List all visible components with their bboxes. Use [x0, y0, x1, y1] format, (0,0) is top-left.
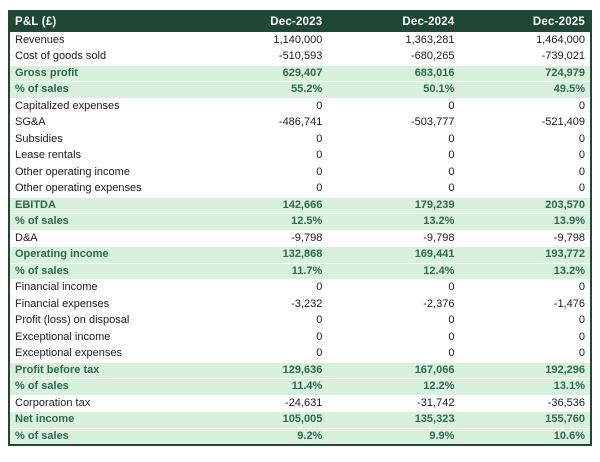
row-label: Exceptional income	[9, 329, 195, 346]
cell-value: -9,798	[195, 230, 327, 247]
row-label: Corporation tax	[9, 395, 195, 412]
table-row	[9, 148, 591, 165]
cell-value: 11.4%	[195, 379, 327, 396]
row-label: % of sales	[9, 263, 195, 280]
table-row	[9, 313, 591, 330]
table-row	[9, 49, 591, 66]
table-row	[9, 65, 591, 82]
cell-value: 12.2%	[327, 379, 459, 396]
cell-value: 0	[459, 329, 591, 346]
cell-value: 132,868	[195, 247, 327, 264]
pnl-table	[8, 10, 592, 446]
cell-value: 155,760	[459, 412, 591, 429]
table-row	[9, 379, 591, 396]
row-label: Financial income	[9, 280, 195, 297]
cell-value: 683,016	[327, 65, 459, 82]
cell-value: -521,409	[459, 115, 591, 132]
table-row	[9, 263, 591, 280]
table-header	[9, 11, 591, 32]
cell-value: 179,239	[327, 197, 459, 214]
table-row	[9, 247, 591, 264]
table-row	[9, 214, 591, 231]
cell-value: 9.9%	[327, 428, 459, 445]
cell-value: 0	[327, 98, 459, 115]
row-label: SG&A	[9, 115, 195, 132]
table-row	[9, 131, 591, 148]
cell-value: -3,232	[195, 296, 327, 313]
cell-value: 724,979	[459, 65, 591, 82]
cell-value: -9,798	[327, 230, 459, 247]
cell-value: 129,636	[195, 362, 327, 379]
cell-value: 12.5%	[195, 214, 327, 231]
table-row	[9, 181, 591, 198]
cell-value: 49.5%	[459, 82, 591, 99]
cell-value: 0	[459, 280, 591, 297]
table-row	[9, 362, 591, 379]
cell-value: 13.2%	[459, 263, 591, 280]
row-label: Subsidies	[9, 131, 195, 148]
cell-value: -739,021	[459, 49, 591, 66]
row-label: EBITDA	[9, 197, 195, 214]
cell-value: -31,742	[327, 395, 459, 412]
cell-value: 12.4%	[327, 263, 459, 280]
cell-value: 0	[459, 98, 591, 115]
table-row	[9, 280, 591, 297]
cell-value: 9.2%	[195, 428, 327, 445]
cell-value: 0	[327, 181, 459, 198]
cell-value: 0	[195, 148, 327, 165]
cell-value: 0	[195, 181, 327, 198]
row-label: Net income	[9, 412, 195, 429]
cell-value: 0	[459, 181, 591, 198]
header-col-dec-2025: Dec-2025	[459, 11, 591, 32]
header-col-dec-2023: Dec-2023	[195, 11, 327, 32]
cell-value: 50.1%	[327, 82, 459, 99]
cell-value: 135,323	[327, 412, 459, 429]
table-row	[9, 395, 591, 412]
cell-value: 0	[195, 329, 327, 346]
cell-value: 0	[327, 346, 459, 363]
row-label: Capitalized expenses	[9, 98, 195, 115]
table-row	[9, 32, 591, 49]
table-row	[9, 296, 591, 313]
cell-value: 1,363,281	[327, 32, 459, 49]
cell-value: 0	[459, 164, 591, 181]
pnl-table-body	[9, 32, 591, 445]
cell-value: -2,376	[327, 296, 459, 313]
cell-value: 192,296	[459, 362, 591, 379]
cell-value: 0	[195, 98, 327, 115]
row-label: Cost of goods sold	[9, 49, 195, 66]
row-label: Other operating expenses	[9, 181, 195, 198]
cell-value: 629,407	[195, 65, 327, 82]
cell-value: 0	[195, 280, 327, 297]
cell-value: 0	[327, 148, 459, 165]
row-label: Exceptional expenses	[9, 346, 195, 363]
cell-value: -36,536	[459, 395, 591, 412]
cell-value: 0	[327, 313, 459, 330]
table-row	[9, 82, 591, 99]
row-label: % of sales	[9, 428, 195, 445]
cell-value: 13.1%	[459, 379, 591, 396]
cell-value: 0	[327, 329, 459, 346]
row-label: D&A	[9, 230, 195, 247]
row-label: Other operating income	[9, 164, 195, 181]
cell-value: 55.2%	[195, 82, 327, 99]
cell-value: 0	[195, 164, 327, 181]
cell-value: 13.9%	[459, 214, 591, 231]
cell-value: 167,066	[327, 362, 459, 379]
table-row	[9, 329, 591, 346]
header-col-dec-2024: Dec-2024	[327, 11, 459, 32]
cell-value: 10.6%	[459, 428, 591, 445]
cell-value: 1,140,000	[195, 32, 327, 49]
cell-value: 0	[459, 131, 591, 148]
table-row	[9, 230, 591, 247]
table-row	[9, 346, 591, 363]
cell-value: -24,631	[195, 395, 327, 412]
cell-value: 193,772	[459, 247, 591, 264]
cell-value: 11.7%	[195, 263, 327, 280]
cell-value: -9,798	[459, 230, 591, 247]
cell-value: 1,464,000	[459, 32, 591, 49]
table-row	[9, 412, 591, 429]
table-row	[9, 98, 591, 115]
cell-value: 0	[195, 346, 327, 363]
cell-value: -680,265	[327, 49, 459, 66]
row-label: Operating income	[9, 247, 195, 264]
cell-value: -510,593	[195, 49, 327, 66]
row-label: Profit before tax	[9, 362, 195, 379]
row-label: Profit (loss) on disposal	[9, 313, 195, 330]
row-label: % of sales	[9, 82, 195, 99]
cell-value: -486,741	[195, 115, 327, 132]
header-pnl-label: P&L (£)	[9, 11, 195, 32]
cell-value: 0	[327, 280, 459, 297]
table-row	[9, 164, 591, 181]
cell-value: 105,005	[195, 412, 327, 429]
cell-value: -503,777	[327, 115, 459, 132]
row-label: Gross profit	[9, 65, 195, 82]
cell-value: 0	[327, 164, 459, 181]
table-row	[9, 428, 591, 445]
row-label: Revenues	[9, 32, 195, 49]
row-label: % of sales	[9, 379, 195, 396]
cell-value: 142,666	[195, 197, 327, 214]
table-row	[9, 197, 591, 214]
cell-value: 169,441	[327, 247, 459, 264]
row-label: Financial expenses	[9, 296, 195, 313]
cell-value: 13.2%	[327, 214, 459, 231]
cell-value: 0	[327, 131, 459, 148]
cell-value: -1,476	[459, 296, 591, 313]
row-label: % of sales	[9, 214, 195, 231]
cell-value: 203,570	[459, 197, 591, 214]
row-label: Lease rentals	[9, 148, 195, 165]
cell-value: 0	[459, 346, 591, 363]
table-header-row	[9, 11, 591, 32]
cell-value: 0	[459, 313, 591, 330]
table-row	[9, 115, 591, 132]
cell-value: 0	[195, 313, 327, 330]
cell-value: 0	[459, 148, 591, 165]
cell-value: 0	[195, 131, 327, 148]
